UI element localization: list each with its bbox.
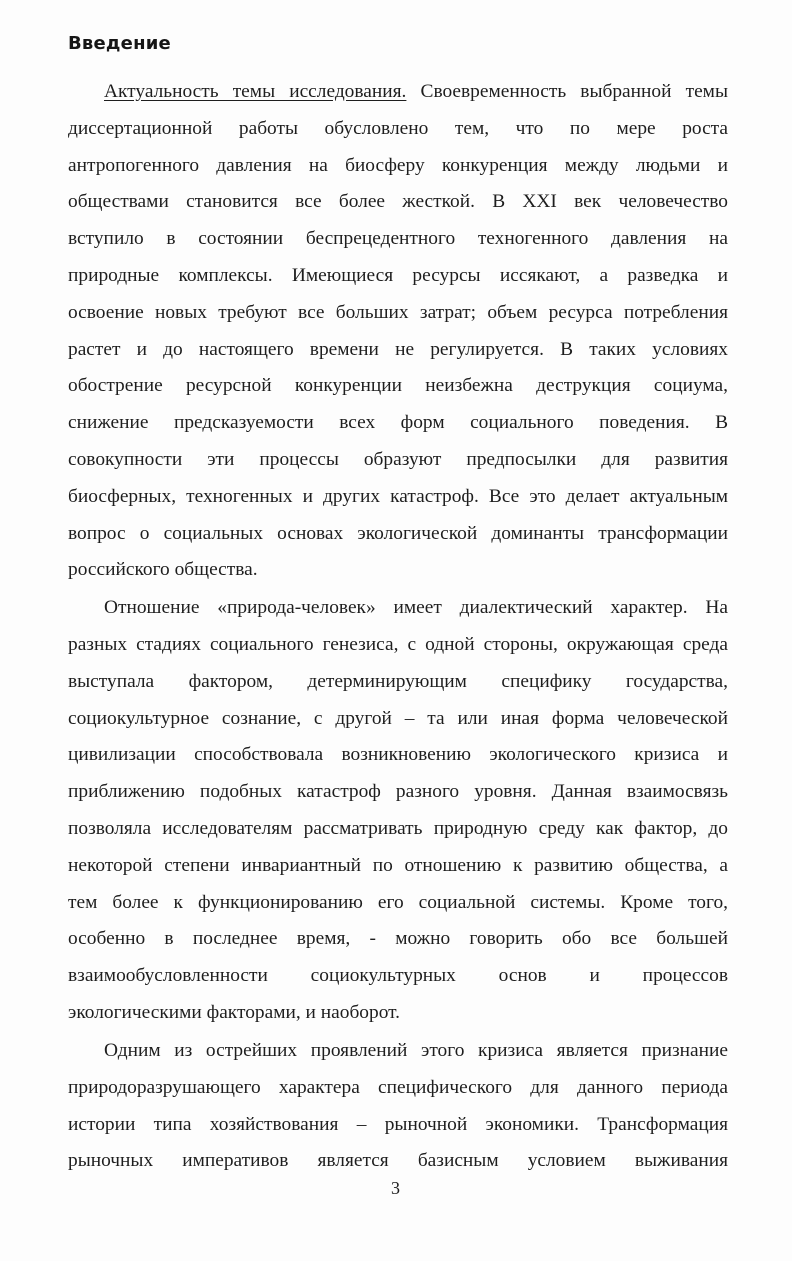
text-line: природоразрушающего характера специфического для данного периода (68, 1076, 728, 1098)
text-line: рыночных императивов является базисным условием выживания (68, 1150, 728, 1172)
text-line: экологическими факторами, и наоборот. (68, 1002, 400, 1024)
text-line: вступило в состоянии беспрецедентного техногенного давления на (68, 228, 728, 250)
relevance-lead: Актуальность темы исследования. (104, 81, 407, 102)
text-line: цивилизации способствовала возникновению экологического кризиса и (68, 744, 728, 766)
text-line: позволяла исследователям рассматривать природную среду как фактор, до (68, 818, 728, 840)
text-line: совокупности эти процессы образуют предпосылки для развития (68, 448, 728, 470)
text-line: выступала фактором, детерминирующим специфику государства, (68, 670, 728, 692)
text-line: природные комплексы. Имеющиеся ресурсы иссякают, а разведка и (68, 264, 728, 286)
text-line: антропогенного давления на биосферу конкуренция между людьми и (68, 154, 728, 176)
text-line: российского общества. (68, 559, 258, 581)
text-line: вопрос о социальных основах экологической доминанты трансформации (68, 522, 728, 544)
section-heading: Введение (68, 33, 171, 54)
text-line: биосферных, техногенных и других катастроф. Все это делает актуальным (68, 485, 728, 507)
text-line: истории типа хозяйствования – рыночной экономики. Трансформация (68, 1113, 728, 1135)
text-line: некоторой степени инвариантный по отношению к развитию общества, а (68, 854, 728, 876)
text-line: снижение предсказуемости всех форм социального поведения. В (68, 412, 728, 434)
paragraph-relevance (68, 74, 728, 589)
text-line: приближению подобных катастроф разного уровня. Данная взаимосвязь (68, 781, 728, 803)
text-line: освоение новых требуют все больших затрат; объем ресурса потребления (68, 301, 728, 323)
text-line: обострение ресурсной конкуренции неизбежна деструкция социума, (68, 375, 728, 397)
text-line: особенно в последнее время, - можно говорить обо все большей (68, 928, 728, 950)
text-line: Отношение «природа-человек» имеет диалектический характер. На (104, 597, 728, 619)
text-line: разных стадиях социального генезиса, с одной стороны, окружающая среда (68, 634, 728, 656)
text-line: Актуальность темы исследования. Своевременность выбранной темы (104, 81, 728, 102)
paragraph-crisis (68, 1033, 728, 1180)
text-line: растет и до настоящего времени не регулируется. В таких условиях (68, 338, 728, 360)
text-line: взаимообусловленности социокультурных основ и процессов (68, 965, 728, 987)
page-number: 3 (391, 1178, 400, 1198)
text-line: тем более к функционированию его социальной системы. Кроме того, (68, 891, 728, 913)
paragraph-nature-human (68, 590, 728, 1032)
body-text (68, 74, 728, 1181)
text-line: диссертационной работы обусловлено тем, что по мере роста (68, 117, 728, 139)
text-line: обществами становится все более жесткой. В XXI век человечество (68, 191, 728, 213)
text-line: социокультурное сознание, с другой – та или иная форма человеческой (68, 707, 728, 729)
text-line: Одним из острейших проявлений этого кризиса является признание (104, 1039, 728, 1061)
